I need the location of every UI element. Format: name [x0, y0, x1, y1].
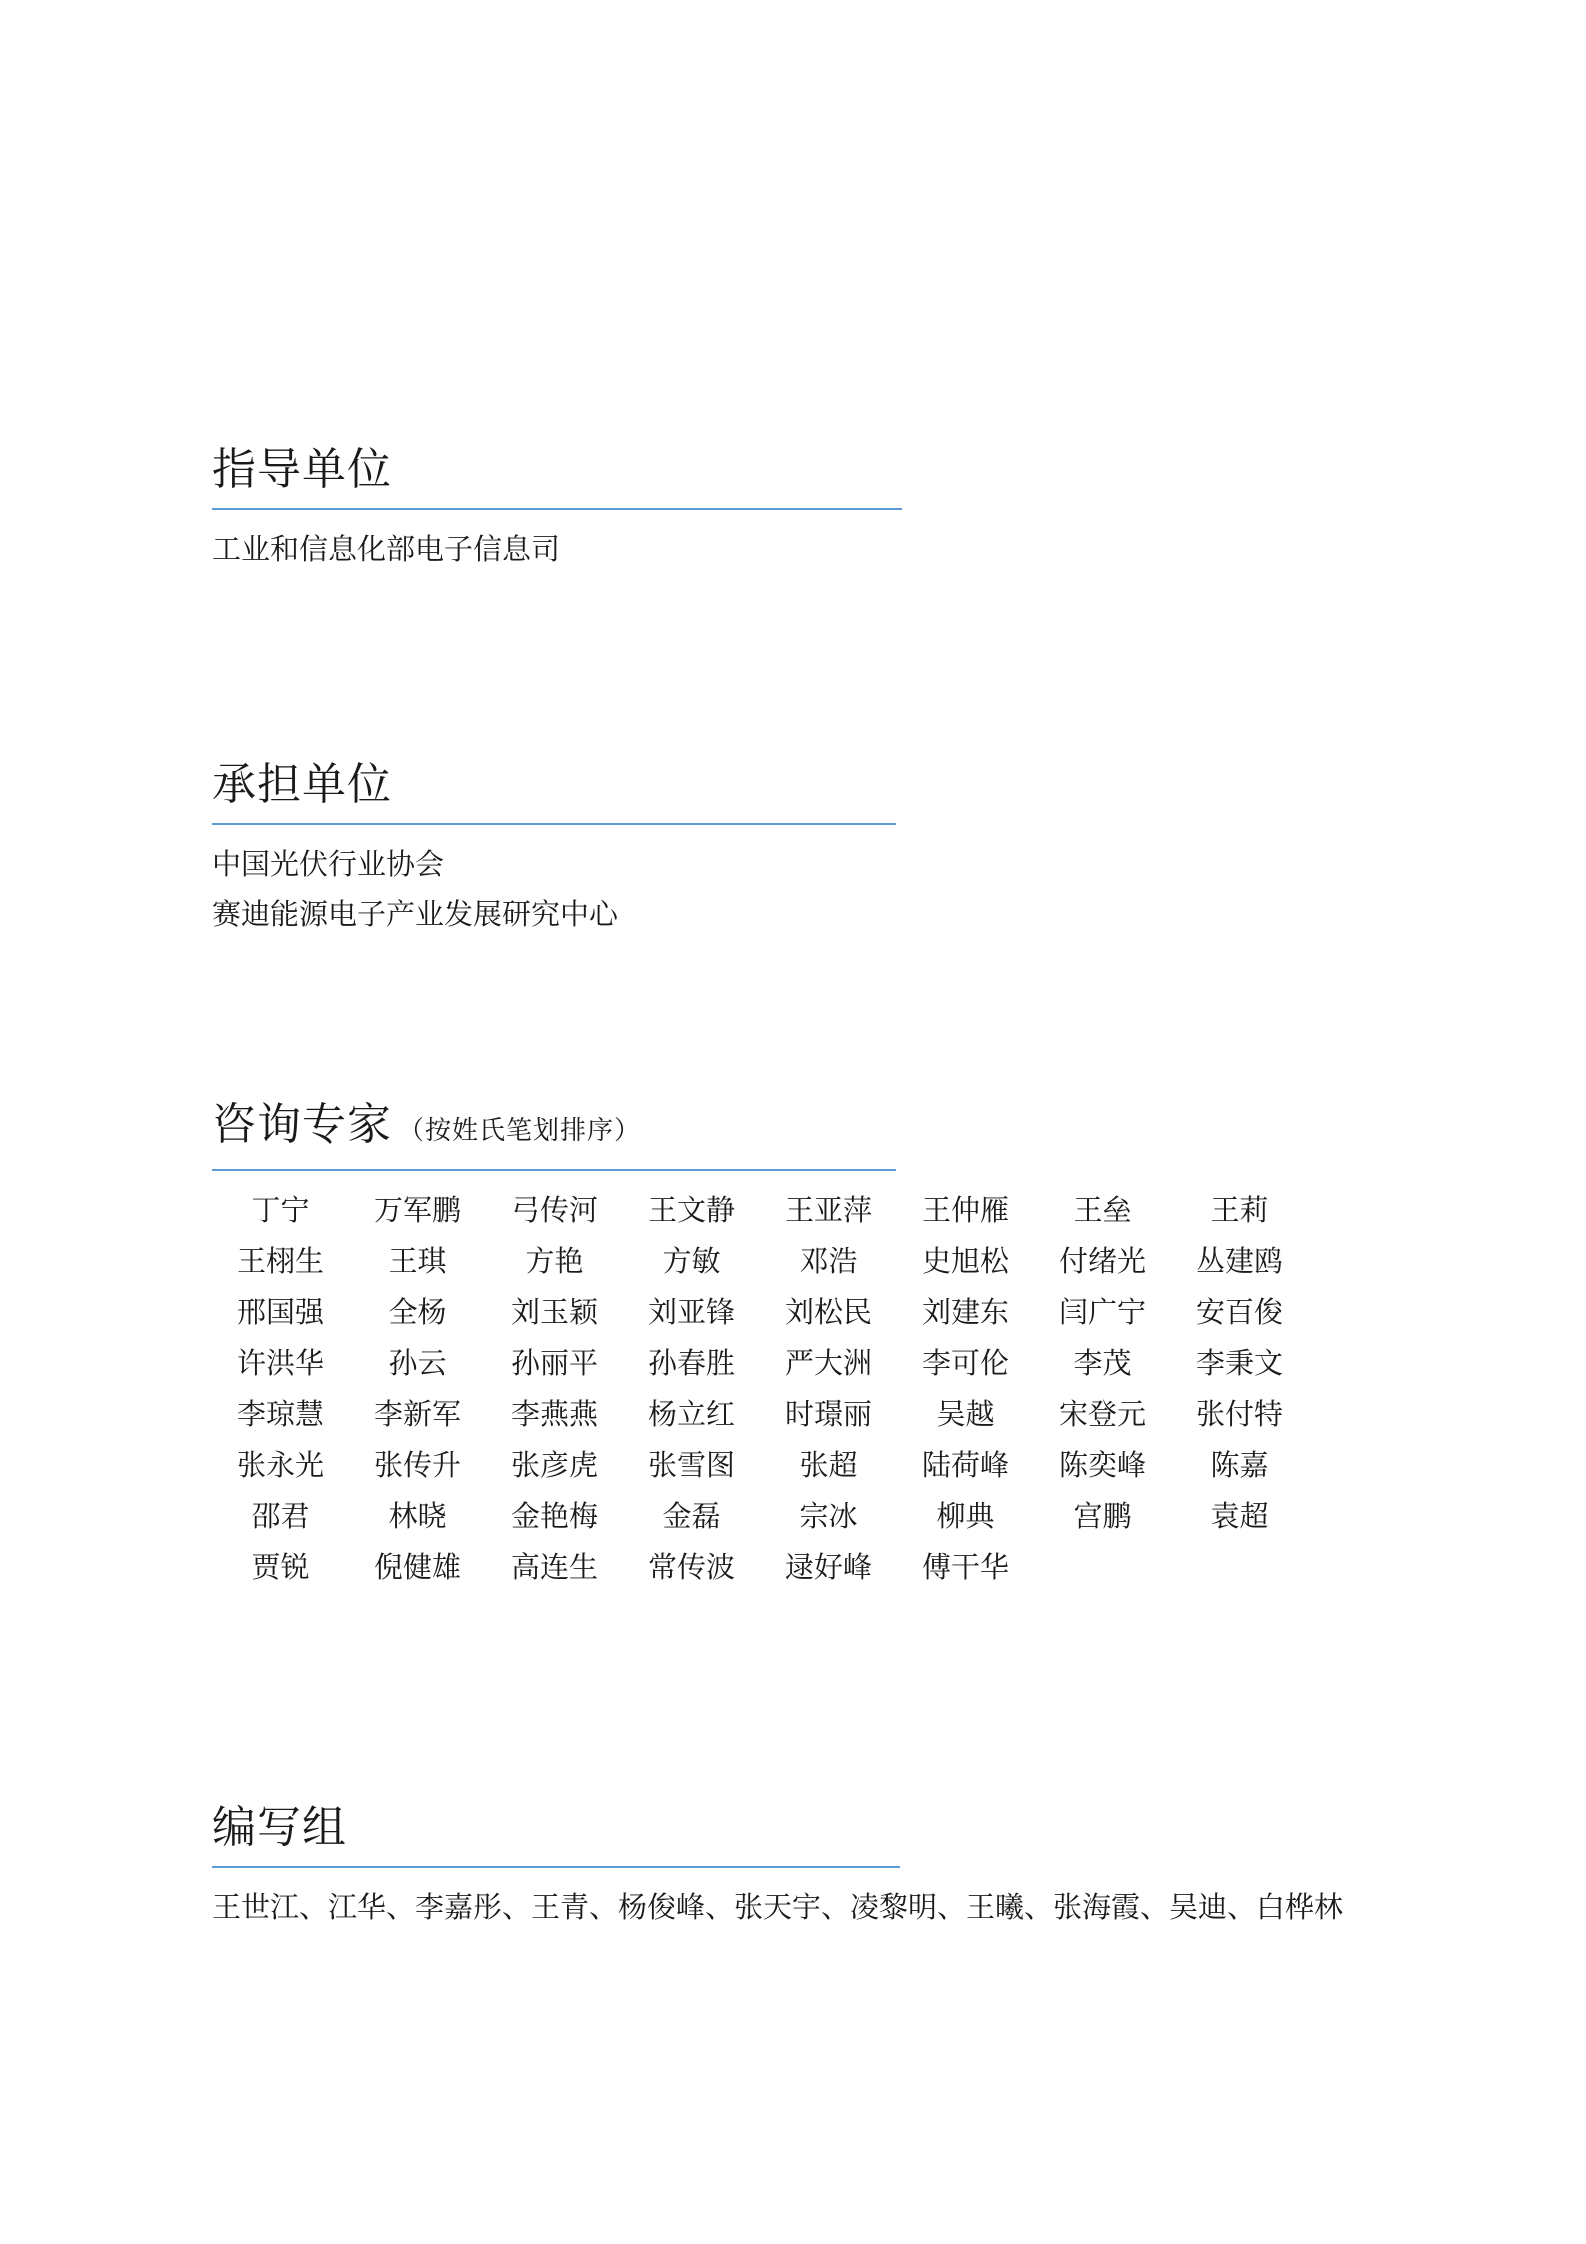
undertake-unit-line: 赛迪能源电子产业发展研究中心: [212, 897, 619, 931]
writing-group-heading: 编写组: [212, 1802, 347, 1853]
expert-name: 孙丽平: [510, 1346, 598, 1380]
expert-name: 金艳梅: [510, 1499, 598, 1533]
experts-rule: [212, 1169, 896, 1171]
section-undertake-unit: [212, 755, 896, 939]
expert-name: 安百俊: [1195, 1295, 1283, 1329]
expert-name: 袁超: [1210, 1499, 1269, 1533]
expert-name: 刘玉颖: [510, 1295, 598, 1329]
expert-name: 王文静: [647, 1193, 735, 1227]
undertake-unit-line: 中国光伏行业协会: [212, 847, 445, 881]
expert-name: 王亚萍: [784, 1193, 872, 1227]
expert-name: 弓传河: [510, 1193, 598, 1227]
expert-name: 闫广宁: [1058, 1295, 1146, 1329]
expert-name: 王莉: [1210, 1193, 1269, 1227]
expert-name: 王仲雁: [921, 1193, 1009, 1227]
experts-name-grid: [212, 1183, 1308, 1591]
expert-name: 张永光: [236, 1448, 324, 1482]
experts-title: 咨询专家: [212, 1099, 392, 1150]
expert-name: 王栩生: [236, 1244, 324, 1278]
experts-sort-note: （按姓氏笔划排序）: [398, 1116, 642, 1146]
section-consulting-experts: [212, 1095, 1308, 1591]
expert-name: 张雪图: [647, 1448, 735, 1482]
expert-name: 杨立红: [647, 1397, 735, 1431]
expert-name: 全杨: [388, 1295, 447, 1329]
expert-name: 宗冰: [799, 1499, 858, 1533]
guide-unit-rule: [212, 508, 902, 510]
expert-name: 刘亚锋: [647, 1295, 735, 1329]
expert-name: 张付特: [1195, 1397, 1283, 1431]
expert-name: 史旭松: [921, 1244, 1009, 1278]
expert-name: 张传升: [373, 1448, 461, 1482]
undertake-unit-rule: [212, 823, 896, 825]
expert-name: 张超: [799, 1448, 858, 1482]
expert-name: 贾锐: [251, 1550, 310, 1584]
guide-unit-line: 工业和信息化部电子信息司: [212, 532, 561, 566]
undertake-unit-heading: 承担单位: [212, 759, 392, 810]
experts-heading: [212, 1095, 1308, 1161]
expert-name: 林晓: [388, 1499, 447, 1533]
writing-group-rule: [212, 1866, 900, 1868]
expert-name: 许洪华: [236, 1346, 324, 1380]
expert-name: 严大洲: [784, 1346, 872, 1380]
expert-name: 孙春胜: [647, 1346, 735, 1380]
expert-name: 傅干华: [921, 1550, 1009, 1584]
expert-name: 方敏: [662, 1244, 721, 1278]
expert-name: 万军鹏: [373, 1193, 461, 1227]
expert-name: 方艳: [525, 1244, 584, 1278]
expert-name: 逯好峰: [784, 1550, 872, 1584]
expert-name: 刘松民: [784, 1295, 872, 1329]
expert-name: 李燕燕: [510, 1397, 598, 1431]
expert-name: 李秉文: [1195, 1346, 1283, 1380]
section-writing-group: [212, 1798, 1343, 1932]
expert-name: 李琼慧: [236, 1397, 324, 1431]
guide-unit-heading: 指导单位: [212, 444, 392, 495]
expert-name: 时璟丽: [784, 1397, 872, 1431]
expert-name: 丁宁: [251, 1193, 310, 1227]
expert-name: 陈奕峰: [1058, 1448, 1146, 1482]
expert-name: 倪健雄: [373, 1550, 461, 1584]
expert-name: 邵君: [251, 1499, 310, 1533]
guide-unit-content: [212, 524, 902, 574]
expert-name: 王琪: [388, 1244, 447, 1278]
writing-group-members: 王世江、江华、李嘉彤、王青、杨俊峰、张天宇、凌黎明、王曦、张海霞、吴迪、白桦林: [212, 1890, 1344, 1924]
expert-name: 李新军: [373, 1397, 461, 1431]
expert-name: 张彦虎: [510, 1448, 598, 1482]
expert-name: 邢国强: [236, 1295, 324, 1329]
expert-name: 高连生: [510, 1550, 598, 1584]
expert-name: 邓浩: [799, 1244, 858, 1278]
expert-name: 李可伦: [921, 1346, 1009, 1380]
expert-name: 金磊: [662, 1499, 721, 1533]
expert-name: 王垒: [1073, 1193, 1132, 1227]
expert-name: 孙云: [388, 1346, 447, 1380]
expert-name: 付绪光: [1058, 1244, 1146, 1278]
expert-name: 丛建鸥: [1195, 1244, 1283, 1278]
expert-name: 陆荷峰: [921, 1448, 1009, 1482]
section-guide-unit: [212, 440, 902, 574]
expert-name: 宫鹏: [1073, 1499, 1132, 1533]
expert-name: 李茂: [1073, 1346, 1132, 1380]
undertake-unit-content: [212, 839, 896, 939]
expert-name: 吴越: [936, 1397, 995, 1431]
expert-name: 陈嘉: [1210, 1448, 1269, 1482]
expert-name: 宋登元: [1058, 1397, 1146, 1431]
expert-name: 常传波: [647, 1550, 735, 1584]
writing-group-content: [212, 1882, 1343, 1932]
expert-name: 刘建东: [921, 1295, 1009, 1329]
expert-name: 柳典: [936, 1499, 995, 1533]
